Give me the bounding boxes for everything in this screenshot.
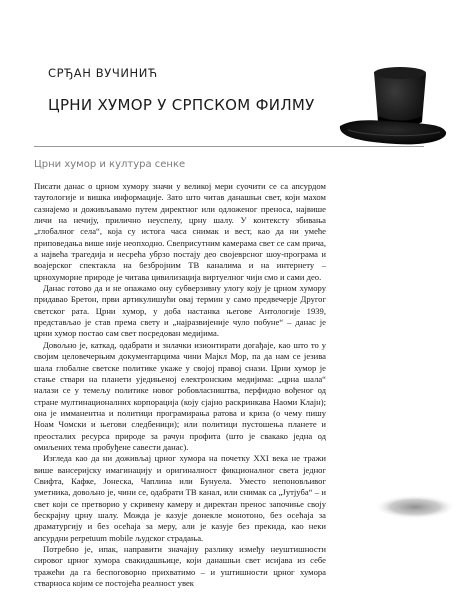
chapter-title: ЦРНИ ХУМОР У СРПСКОМ ФИЛМУ [48,96,315,114]
paragraph: Данас готово да и не опажамо ону субверзивну улогу коју је црном хумору придавао Бретон, први артикулишући овај термин у само предвечерје Другог светског рата. Црни хумор, у доба настанка његове Антологије 1939, представљао је став према свету и „најразвијеније чуло побуне“ – данас је црни хумор постао сам свет посредован медијима. [34,283,326,339]
paragraph: Довољно је, каткад, одабрати и знлачки изионтирати догађаје, као што то у својим целовечерњим документарцима чини Мајкл Мор, па да нам се језива шала глобалне светске политике укаже у својој правој снази. Црни хумор је стање ствари на планети уједињеној електронским медијима: „црна шала“ налази се у темељу политике новог робовласништва, перфидно вођеног од стране мултинационалних корпорација (коју сјајно раскринкава Наоми Клајн); она је имманентна и политици програмирања ратова и криза (о чему пишу Ноам Чомски и његови следбеници); или политици пустошења планете и преосталих ресурса природе за рачун профита (што је свакако једна од омиљених тема пробуђене савести данас). [34,339,326,452]
paragraph: Изгледа као да ни доживљај црног хумора на почетку XXI века не тражи више вансеријску имагинацију и оригиналност фикционалног света једног Свифта, Кафке, Јонеска, Чаплина или Бунуела. Уместо непоновљивог уметника, довољно је, чини се, одабрати ТВ канал, или снимак са „Јутјуба“ – и свет који се претворио у скривену камеру и директан пренос започиње своју бескрајну црну шалу. Можда је казује донекле монотоно, без осећаја за драматургију и без осећаја за меру, али је казује без прекида, као неки апсурдни perpetuum mobile људског страдања. [34,453,326,543]
top-hat-icon [334,64,449,150]
paragraph: Писати данас о црном хумору значи у великој мери суочити се са апсурдом таутологије и вишка информације. Зато што читав данашњи свет, који махом сазнајемо и доживљавамо путем директног или одложеног преноса, највише личи на нечију, прилично неуспелу, црну шалу. У контексту збивања „глобалног села“, која су истога часа снимак и вест, као да ни умеће приповедања више није неопходно. Свеприсутним камерама свет се сам прича, а највећа трагедија и несрећа убрзо постају део својеврсног шоу-програма и воајерског спектакла на безбројним ТВ каналима и на интернету – црнохуморне природе је читава цивилизација виртуелног чији смо и сами део. [34,181,326,282]
paragraph: Потребно је, ипак, направити значајну разлику између неуштишности сировог црног хумора свакидашњице, који данашњи свет исијава из себе тражећи да га беспоговорно прихватимо – и уштишности црног хумора стварноса којим се постојећа реалност увек [34,544,326,589]
hat-shadow-icon [374,494,456,520]
section-heading: Црни хумор и култура сенке [34,159,186,170]
article-body [34,181,326,589]
author-name: СРЂАН ВУЧИНИЋ [48,66,158,80]
header-divider [34,146,424,147]
